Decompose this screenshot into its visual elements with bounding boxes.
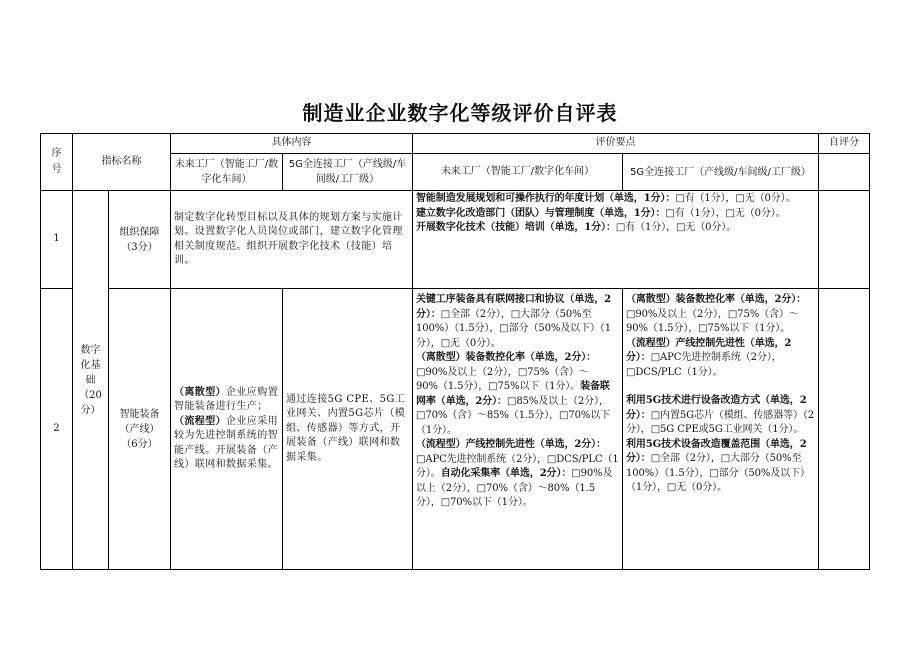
criterion: （流程型）产线控制先进性（单选，2分）：□APC先进控制系统（2分），□DCS/PLC（1分）。	[626, 337, 792, 378]
criterion: 开展数字化技术（技能）培训（单选，1分）：□有（1分），□无（0分）。	[416, 222, 737, 233]
category-name: 数字化基础（20分）	[73, 191, 109, 570]
header-seq: 序号	[41, 134, 73, 191]
criterion: 关键工序装备具有联网接口和协议（单选，2分）：□全部（2分），□大部分（50%至100%）（1.5分），□部分（50%及以下）（1分），□无（0分）。	[416, 294, 612, 349]
header-indicator: 指标名称	[73, 134, 171, 191]
sub-indicator-name: 智能装备（产线）（6分）	[109, 289, 171, 570]
content-future-factory: （离散型）企业应购置智能装备进行生产；（流程型）企业应采用较为先进控制系统的智能产线。开展装备（产线）联网和数据采集。	[171, 289, 283, 570]
criterion: 智能制造发展规划和可操作执行的年度计划（单选，1分）：□有（1分），□无（0分）。	[416, 193, 796, 204]
header-future-factory-points: 未来工厂（智能工厂/数字化车间）	[413, 154, 623, 191]
document-title: 制造业企业数字化等级评价自评表	[302, 101, 618, 125]
header-5g-factory: 5G全连接工厂（产线级/车间级/工厂级）	[283, 154, 413, 191]
criterion: 利用5G技术进行设备改造方式（单选，2分）：□内置5G芯片（模组、传感器等）（2分），□5G CPE或5G工业网关（1分）。	[626, 395, 815, 435]
row-seq: 2	[41, 289, 73, 570]
criterion: 利用5G技术设备改造覆盖范围（单选，2分）：□全部（2分），□大部分（50%至100%）（1.5分），□部分（50%及以下）（1分），□无（0分）。	[626, 438, 810, 493]
table-row	[41, 289, 870, 570]
evaluation-points	[413, 191, 819, 289]
self-score-cell[interactable]	[819, 289, 870, 570]
evaluation-table	[40, 133, 870, 570]
header-self-score: 自评分	[819, 134, 870, 154]
criterion: （离散型）装备数控化率（单选，2分）：□90%及以上（2分），□75%（含）～90%（1.5分），□75%以下（1分）。装备联网率（单选，2分）：□85%及以上（2分），□70%（含）～85%（1.5分），□70%以下（1分）。	[416, 352, 611, 436]
header-self-score-blank	[819, 154, 870, 191]
content-description: 制定数字化转型目标以及具体的规划方案与实施计划。设置数字化人员岗位或部门，建立数字化管理相关制度规范。组织开展数字化技术（技能）培训。	[171, 191, 413, 289]
row-seq: 1	[41, 191, 73, 289]
table-row	[41, 191, 870, 289]
criterion: 建立数字化改造部门（团队）与管理制度（单选，1分）：□有（1分），□无（0分）。	[416, 207, 786, 219]
criterion: （流程型）产线控制先进性（单选，2分）：□APC先进控制系统（2分），□DCS/PLC（1分）。自动化采集率（单选，2分）：□90%及以上（2分），□70%（含）～80%（1.5分），□70%以下（1分）。	[416, 439, 619, 508]
sub-indicator-name: 组织保障（3分）	[109, 191, 171, 289]
header-points: 评价要点	[413, 134, 819, 154]
header-content: 具体内容	[171, 134, 413, 154]
header-5g-factory-points: 5G全连接工厂（产线级/车间级/工厂级）	[623, 154, 819, 191]
self-score-cell[interactable]	[819, 191, 870, 289]
criterion: （离散型）装备数控化率（单选，2分）：□90%及以上（2分），□75%（含）～90%（1.5分），□75%以下（1分）。	[626, 294, 807, 334]
points-5g-factory	[623, 289, 819, 570]
content-5g-factory: 通过连接5G CPE、5G工业网关、内置5G芯片（模组、传感器）等方式，开展装备（产线）联网和数据采集。	[283, 289, 413, 570]
points-future-factory	[413, 289, 623, 570]
header-future-factory: 未来工厂（智能工厂/数字化车间）	[171, 154, 283, 191]
